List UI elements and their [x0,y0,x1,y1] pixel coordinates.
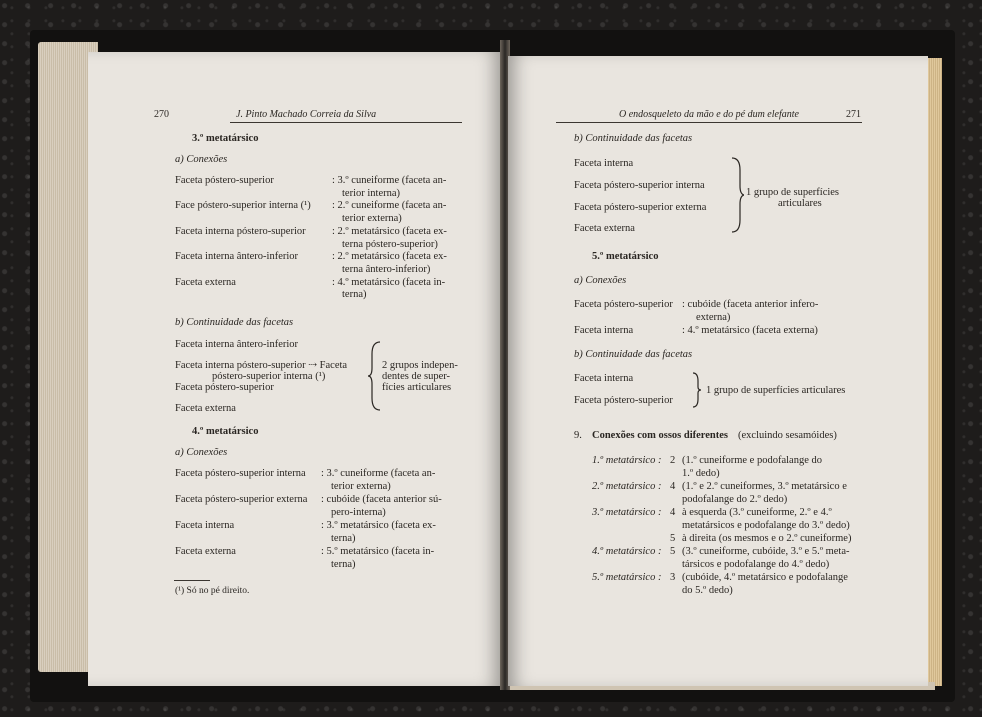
row-value: : 3.º cuneiforme (faceta an- [332,175,447,186]
row-text: podofalange do 2.º dedo) [682,494,788,505]
left-page [88,52,501,686]
brace-note: articulares [778,198,822,209]
row-label: Faceta interna póstero-superior [175,225,306,237]
row-value: terna) [342,289,367,301]
section-title: 3.º metatársico [192,133,259,144]
subsection-label: b) Continuidade das facetas [175,317,294,328]
row-text: (cubóide, 4.º metatársico e podofalange [682,572,848,583]
row-value: terior externa) [331,481,391,492]
row-text: (3.º cuneiforme, cubóide, 3.º e 5.º meta- [682,546,850,557]
row-label: Faceta póstero-superior [175,175,274,186]
brace-icon [692,372,702,408]
row-value: : 4.º metatársico (faceta externa) [682,325,818,336]
page-edge-right [926,58,942,686]
row-label: 5.º metatársico : [592,572,662,583]
subsection-label: b) Continuidade das facetas [574,349,693,360]
row-count: 5 [670,533,676,544]
row-text: (1.º e 2.º cuneiformes, 3.º metatársico e [682,481,847,492]
continuity-line: Faceta póstero-superior externa [574,202,707,213]
row-value: : 2.º cuneiforme (faceta an- [332,200,447,212]
row-label: Face póstero-superior interna (¹) [175,200,311,212]
row-count: 4 [670,507,676,518]
continuity-line: Faceta póstero-superior interna [574,180,705,191]
row-label: Faceta externa [175,546,236,557]
row-label: Faceta interna ântero-inferior [175,251,299,263]
brace-note: dentes de super- [382,371,451,382]
continuity-line: Faceta interna [574,373,634,384]
brace-note: 1 grupo de superfícies articulares [706,385,846,396]
row-value: : 4.º metatársico (faceta in- [332,276,446,288]
row-label: Faceta póstero-superior [574,299,673,310]
continuity-line: póstero-superior interna (¹) [212,371,326,382]
row-label: Faceta externa [175,276,236,288]
brace-icon [368,340,382,412]
row-label: Faceta póstero-superior interna [175,468,306,479]
page-number: 271 [846,109,861,120]
row-value: terna) [331,559,356,570]
brace-note: fícies articulares [382,382,452,393]
row-count: 4 [670,481,676,492]
continuity-line: Faceta externa [175,403,236,414]
header-rule [230,122,462,123]
row-value: terna póstero-superior) [342,238,438,250]
brace-note: 2 grupos indepen- [382,360,458,371]
row-value: terior interna) [342,187,401,199]
header-rule [556,122,862,123]
section-title: 4.º metatársico [192,426,259,437]
row-label: 2.º metatársico : [592,481,662,492]
continuity-line: Faceta interna [574,158,634,169]
row-text: 1.º dedo) [682,468,720,479]
row-label: 1.º metatársico : [592,455,662,466]
row-label: 4.º metatársico : [592,546,662,557]
page-number: 270 [154,109,169,120]
running-head: O endosqueleto da mão e do pé dum elefante [619,109,799,120]
row-value: terna ântero-inferior) [342,263,431,275]
row-value: : 5.º metatársico (faceta in- [321,546,435,557]
row-value: : 2.º metatársico (faceta ex- [332,225,447,237]
row-text: à direita (os mesmos e o 2.º cuneiforme) [682,533,852,544]
footnote: (¹) Só no pé direito. [175,586,250,596]
row-value: : 3.º metatársico (faceta ex- [321,520,436,531]
row-text: metatársicos e podofalange do 3.º dedo) [682,520,850,531]
section-number: 9. [574,430,582,441]
row-text: à esquerda (3.º cuneiforme, 2.º e 4.º [682,507,832,518]
row-count: 2 [670,455,676,466]
subsection-label: a) Conexões [175,447,228,458]
row-value: terior externa) [342,213,402,225]
brace-note: 1 grupo de superfícies [746,187,840,198]
row-count: 5 [670,546,676,557]
right-page [508,56,928,686]
row-value: pero-interna) [331,507,386,518]
subsection-label: a) Conexões [574,275,627,286]
continuity-line: Faceta póstero-superior [574,395,673,406]
section-title: 5.º metatársico [592,251,659,262]
section-title: Conexões com ossos diferentes [592,430,728,441]
continuity-line: Faceta interna ântero-inferior [175,339,299,350]
row-text: do 5.º dedo) [682,585,733,596]
row-label: Faceta interna [175,520,235,531]
row-value: : 2.º metatársico (faceta ex- [332,251,447,263]
continuity-line: Faceta interna póstero-superior ⇢ Faceta [175,360,348,371]
subsection-label: a) Conexões [175,154,228,165]
footnote-rule [174,580,210,581]
row-text: társicos e podofalange do 4.º dedo) [682,559,830,570]
brace-icon [730,156,744,234]
row-label: 3.º metatársico : [592,507,662,518]
row-value: : 3.º cuneiforme (faceta an- [321,468,436,479]
row-value: terna) [331,533,356,544]
row-label: Faceta interna [574,325,634,336]
row-label: Faceta póstero-superior externa [175,494,308,505]
running-head: J. Pinto Machado Correia da Silva [236,109,377,120]
row-count: 3 [670,572,676,583]
subsection-label: b) Continuidade das facetas [574,133,693,144]
row-value: : cubóide (faceta anterior infero- [682,299,819,310]
continuity-line: Faceta externa [574,223,635,234]
row-value: externa) [696,312,731,323]
continuity-line: Faceta póstero-superior [175,382,274,393]
row-value: : cubóide (faceta anterior sú- [321,494,442,505]
row-text: (1.º cuneiforme e podofalange do [682,455,822,466]
section-subtitle: (excluindo sesamóides) [738,430,837,441]
